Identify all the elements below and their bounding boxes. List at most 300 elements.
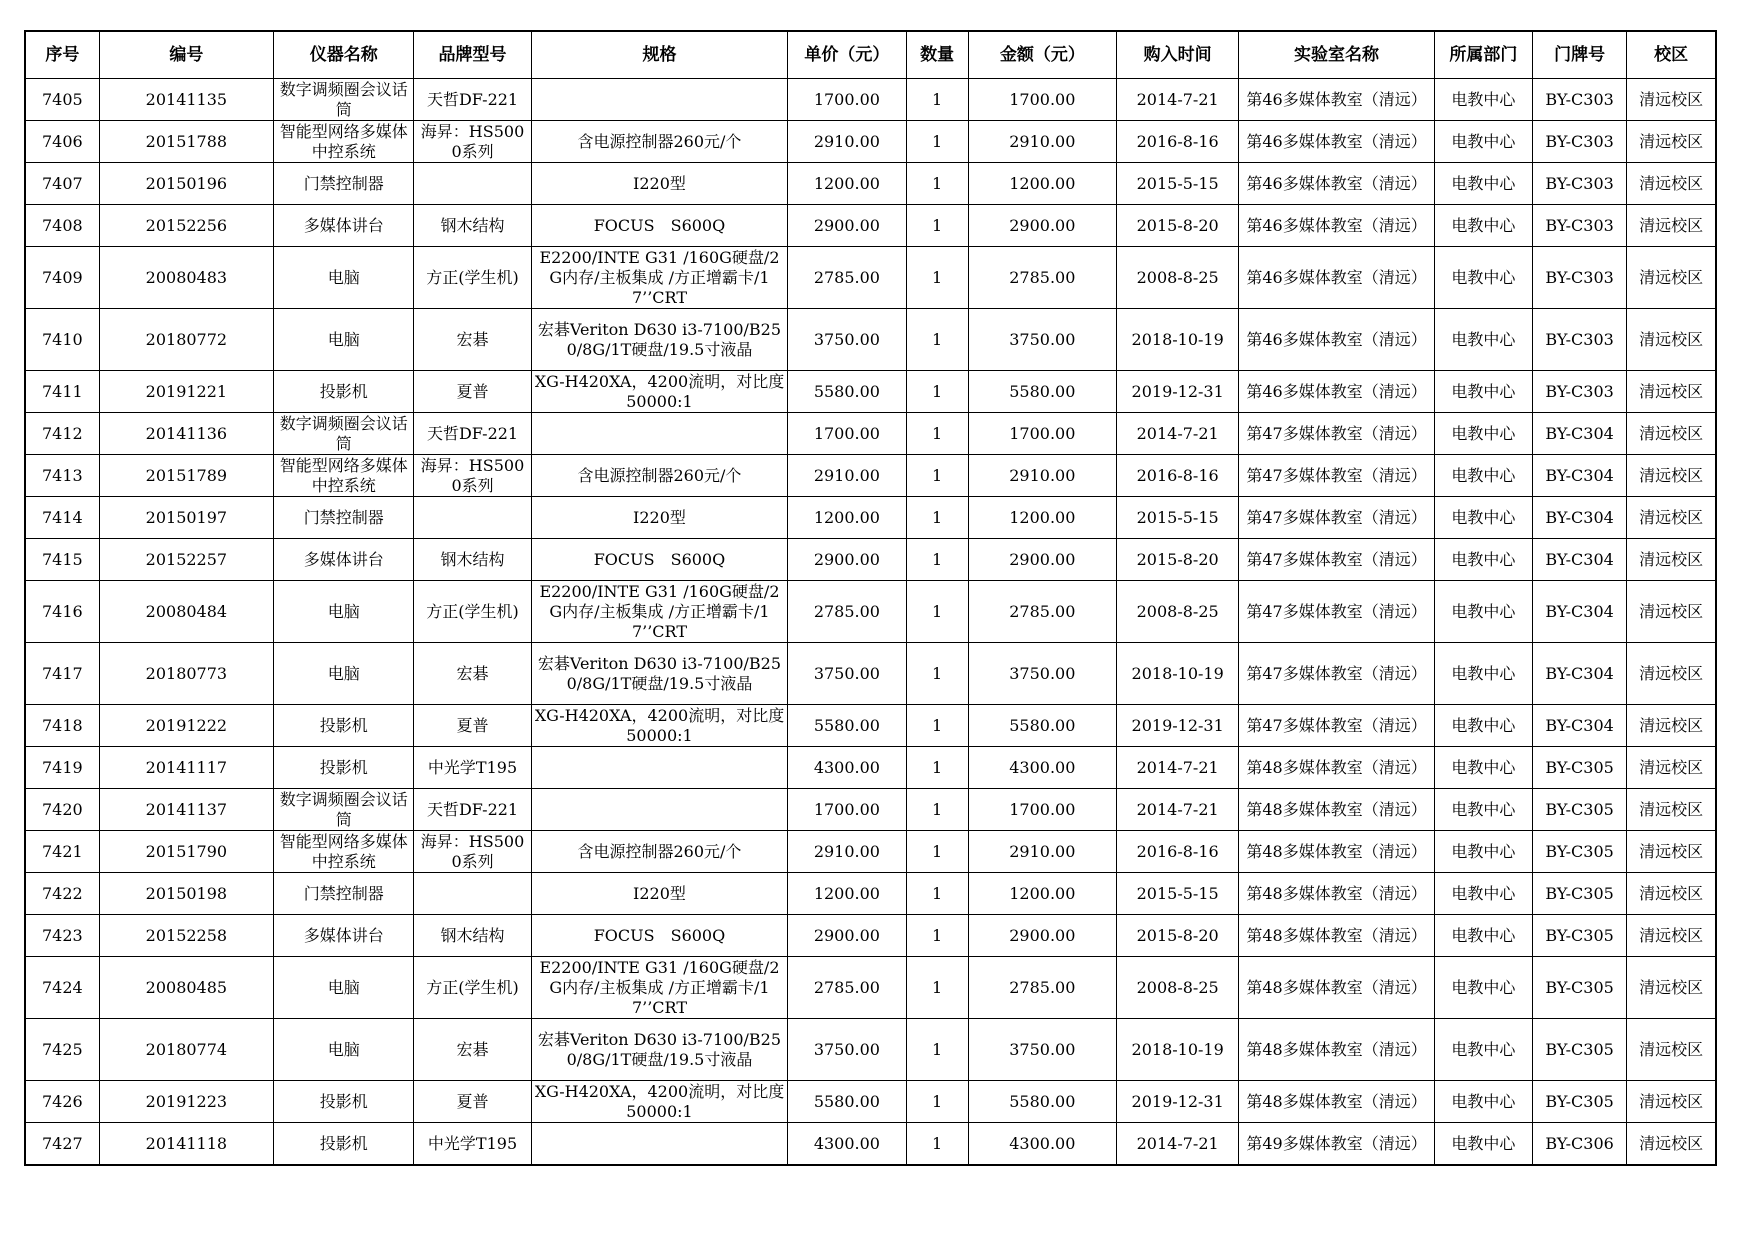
cell-amount xyxy=(968,957,1116,1019)
seq-text: 7425 xyxy=(41,1039,83,1059)
cell-instrument xyxy=(274,747,414,789)
table-row xyxy=(25,163,1716,205)
lab-text: 第47多媒体教室（清远） xyxy=(1246,549,1427,569)
cell-purchase-date xyxy=(1117,957,1239,1019)
room-text: BY-C303 xyxy=(1545,381,1614,401)
table-row xyxy=(25,957,1716,1019)
table-row xyxy=(25,205,1716,247)
cell-seq xyxy=(25,831,99,873)
brand-text: 钢木结构 xyxy=(440,549,505,569)
instrument-text: 投影机 xyxy=(319,757,368,777)
room-text: BY-C304 xyxy=(1545,507,1614,527)
cell-unit-price xyxy=(788,163,906,205)
brand-text: 方正(学生机) xyxy=(426,267,519,287)
cell-campus xyxy=(1627,831,1716,873)
spec-text: FOCUS S600Q xyxy=(593,215,726,235)
quantity-text: 1 xyxy=(932,507,943,527)
unit-price-text: 2910.00 xyxy=(813,465,880,485)
cell-lab xyxy=(1239,205,1434,247)
cell-purchase-date xyxy=(1117,1123,1239,1166)
cell-seq xyxy=(25,1123,99,1166)
brand-text: 宏碁 xyxy=(456,1039,489,1059)
col-header-quantity: 数量 xyxy=(906,31,968,79)
purchase-date-text: 2014-7-21 xyxy=(1136,1133,1219,1153)
unit-price-text: 1200.00 xyxy=(813,507,880,527)
campus-text: 清远校区 xyxy=(1639,131,1704,151)
cell-code xyxy=(99,915,273,957)
table-row xyxy=(25,705,1716,747)
cell-amount xyxy=(968,873,1116,915)
cell-brand xyxy=(414,1019,531,1081)
cell-quantity xyxy=(906,957,968,1019)
instrument-text: 数字调频圈会议话筒 xyxy=(279,789,408,829)
cell-unit-price xyxy=(788,455,906,497)
purchase-date-text: 2014-7-21 xyxy=(1136,757,1219,777)
quantity-text: 1 xyxy=(932,465,943,485)
table-row xyxy=(25,455,1716,497)
amount-text: 5580.00 xyxy=(1009,1091,1076,1111)
cell-code xyxy=(99,247,273,309)
seq-text: 7411 xyxy=(41,381,83,401)
quantity-text: 1 xyxy=(932,131,943,151)
cell-spec xyxy=(531,79,788,121)
department-text: 电教中心 xyxy=(1451,799,1516,819)
instrument-text: 电脑 xyxy=(327,663,360,683)
brand-text: 方正(学生机) xyxy=(426,977,519,997)
amount-text: 2785.00 xyxy=(1009,601,1076,621)
cell-amount xyxy=(968,831,1116,873)
table-row xyxy=(25,121,1716,163)
cell-code xyxy=(99,1123,273,1166)
cell-room xyxy=(1532,705,1626,747)
spec-text: 宏碁Veriton D630 i3-7100/B250/8G/1T硬盘/19.5寸液晶 xyxy=(537,319,782,359)
cell-quantity xyxy=(906,915,968,957)
table-row xyxy=(25,309,1716,371)
seq-text: 7421 xyxy=(41,841,83,861)
instrument-text: 投影机 xyxy=(319,381,368,401)
cell-department xyxy=(1434,79,1532,121)
cell-unit-price xyxy=(788,205,906,247)
instrument-text: 智能型网络多媒体中控系统 xyxy=(279,455,408,495)
cell-code xyxy=(99,413,273,455)
purchase-date-text: 2018-10-19 xyxy=(1131,663,1224,683)
code-text: 20150196 xyxy=(145,173,228,193)
seq-text: 7419 xyxy=(41,757,83,777)
campus-text: 清远校区 xyxy=(1639,215,1704,235)
code-text: 20191222 xyxy=(145,715,228,735)
brand-text: 海昇：HS5000系列 xyxy=(420,831,525,871)
cell-brand xyxy=(414,643,531,705)
cell-code xyxy=(99,705,273,747)
code-text: 20180773 xyxy=(145,663,228,683)
department-text: 电教中心 xyxy=(1451,465,1516,485)
cell-spec xyxy=(531,705,788,747)
seq-text: 7416 xyxy=(41,601,83,621)
purchase-date-text: 2014-7-21 xyxy=(1136,89,1219,109)
room-text: BY-C305 xyxy=(1545,757,1614,777)
amount-text: 2900.00 xyxy=(1009,925,1076,945)
brand-text: 夏普 xyxy=(456,715,489,735)
cell-lab xyxy=(1239,163,1434,205)
cell-brand xyxy=(414,205,531,247)
room-text: BY-C304 xyxy=(1545,715,1614,735)
cell-seq xyxy=(25,205,99,247)
department-text: 电教中心 xyxy=(1451,329,1516,349)
amount-text: 1700.00 xyxy=(1009,423,1076,443)
cell-room xyxy=(1532,1019,1626,1081)
brand-text: 钢木结构 xyxy=(440,215,505,235)
campus-text: 清远校区 xyxy=(1639,715,1704,735)
brand-text: 海昇：HS5000系列 xyxy=(420,121,525,161)
lab-text: 第49多媒体教室（清远） xyxy=(1246,1133,1427,1153)
instrument-text: 门禁控制器 xyxy=(303,173,384,193)
room-text: BY-C303 xyxy=(1545,267,1614,287)
unit-price-text: 2900.00 xyxy=(813,549,880,569)
cell-room xyxy=(1532,539,1626,581)
cell-seq xyxy=(25,371,99,413)
campus-text: 清远校区 xyxy=(1639,757,1704,777)
cell-department xyxy=(1434,455,1532,497)
cell-seq xyxy=(25,643,99,705)
cell-quantity xyxy=(906,643,968,705)
col-header-amount: 金额（元） xyxy=(968,31,1116,79)
unit-price-text: 1700.00 xyxy=(813,423,880,443)
department-text: 电教中心 xyxy=(1451,601,1516,621)
cell-instrument xyxy=(274,79,414,121)
cell-room xyxy=(1532,205,1626,247)
cell-department xyxy=(1434,789,1532,831)
seq-text: 7414 xyxy=(41,507,83,527)
cell-room xyxy=(1532,497,1626,539)
table-row xyxy=(25,873,1716,915)
code-text: 20152258 xyxy=(145,925,228,945)
cell-seq xyxy=(25,497,99,539)
cell-department xyxy=(1434,247,1532,309)
lab-text: 第48多媒体教室（清远） xyxy=(1246,883,1427,903)
brand-text: 天哲DF-221 xyxy=(426,423,519,443)
cell-code xyxy=(99,581,273,643)
cell-brand xyxy=(414,413,531,455)
instrument-text: 电脑 xyxy=(327,267,360,287)
instrument-text: 数字调频圈会议话筒 xyxy=(279,79,408,119)
header-row xyxy=(25,31,1716,79)
amount-text: 4300.00 xyxy=(1009,757,1076,777)
cell-brand xyxy=(414,1123,531,1166)
cell-quantity xyxy=(906,497,968,539)
cell-purchase-date xyxy=(1117,539,1239,581)
spec-text: I220型 xyxy=(633,173,686,193)
cell-unit-price xyxy=(788,789,906,831)
cell-lab xyxy=(1239,957,1434,1019)
cell-quantity xyxy=(906,1081,968,1123)
cell-purchase-date xyxy=(1117,705,1239,747)
cell-seq xyxy=(25,413,99,455)
lab-text: 第46多媒体教室（清远） xyxy=(1246,381,1427,401)
cell-instrument xyxy=(274,789,414,831)
quantity-text: 1 xyxy=(932,1133,943,1153)
cell-amount xyxy=(968,371,1116,413)
campus-text: 清远校区 xyxy=(1639,423,1704,443)
instrument-text: 投影机 xyxy=(319,1091,368,1111)
cell-seq xyxy=(25,539,99,581)
cell-campus xyxy=(1627,413,1716,455)
cell-unit-price xyxy=(788,581,906,643)
purchase-date-text: 2008-8-25 xyxy=(1136,267,1219,287)
quantity-text: 1 xyxy=(932,841,943,861)
cell-lab xyxy=(1239,309,1434,371)
quantity-text: 1 xyxy=(932,601,943,621)
cell-lab xyxy=(1239,643,1434,705)
cell-lab xyxy=(1239,1081,1434,1123)
quantity-text: 1 xyxy=(932,715,943,735)
table-row xyxy=(25,747,1716,789)
cell-brand xyxy=(414,705,531,747)
department-text: 电教中心 xyxy=(1451,757,1516,777)
brand-text: 夏普 xyxy=(456,1091,489,1111)
room-text: BY-C303 xyxy=(1545,173,1614,193)
col-header-campus: 校区 xyxy=(1627,31,1716,79)
cell-department xyxy=(1434,121,1532,163)
cell-purchase-date xyxy=(1117,205,1239,247)
cell-campus xyxy=(1627,455,1716,497)
cell-purchase-date xyxy=(1117,247,1239,309)
cell-instrument xyxy=(274,247,414,309)
cell-brand xyxy=(414,1081,531,1123)
cell-spec xyxy=(531,643,788,705)
instrument-text: 智能型网络多媒体中控系统 xyxy=(279,831,408,871)
cell-lab xyxy=(1239,371,1434,413)
cell-brand xyxy=(414,789,531,831)
cell-brand xyxy=(414,309,531,371)
amount-text: 5580.00 xyxy=(1009,715,1076,735)
seq-text: 7409 xyxy=(41,267,83,287)
seq-text: 7405 xyxy=(41,89,83,109)
seq-text: 7406 xyxy=(41,131,83,151)
cell-purchase-date xyxy=(1117,309,1239,371)
cell-quantity xyxy=(906,247,968,309)
cell-brand xyxy=(414,371,531,413)
cell-campus xyxy=(1627,789,1716,831)
seq-text: 7423 xyxy=(41,925,83,945)
table-row xyxy=(25,581,1716,643)
campus-text: 清远校区 xyxy=(1639,1133,1704,1153)
col-header-code: 编号 xyxy=(99,31,273,79)
cell-unit-price xyxy=(788,1081,906,1123)
cell-department xyxy=(1434,643,1532,705)
cell-brand xyxy=(414,915,531,957)
table-row xyxy=(25,413,1716,455)
code-text: 20080485 xyxy=(145,977,228,997)
seq-text: 7417 xyxy=(41,663,83,683)
lab-text: 第48多媒体教室（清远） xyxy=(1246,977,1427,997)
unit-price-text: 1700.00 xyxy=(813,89,880,109)
cell-department xyxy=(1434,915,1532,957)
amount-text: 3750.00 xyxy=(1009,663,1076,683)
department-text: 电教中心 xyxy=(1451,215,1516,235)
purchase-date-text: 2015-5-15 xyxy=(1136,173,1219,193)
amount-text: 1700.00 xyxy=(1009,89,1076,109)
campus-text: 清远校区 xyxy=(1639,1091,1704,1111)
unit-price-text: 5580.00 xyxy=(813,715,880,735)
lab-text: 第47多媒体教室（清远） xyxy=(1246,507,1427,527)
unit-price-text: 2900.00 xyxy=(813,215,880,235)
code-text: 20141117 xyxy=(145,757,228,777)
cell-spec xyxy=(531,789,788,831)
cell-code xyxy=(99,1081,273,1123)
purchase-date-text: 2018-10-19 xyxy=(1131,1039,1224,1059)
cell-spec xyxy=(531,309,788,371)
spec-text: E2200/INTE G31 /160G硬盘/2G内存/主板集成 /方正增霸卡/17’’CRT xyxy=(539,247,780,307)
cell-brand xyxy=(414,79,531,121)
lab-text: 第47多媒体教室（清远） xyxy=(1246,663,1427,683)
campus-text: 清远校区 xyxy=(1639,507,1704,527)
cell-unit-price xyxy=(788,915,906,957)
cell-purchase-date xyxy=(1117,371,1239,413)
cell-unit-price xyxy=(788,309,906,371)
equipment-table xyxy=(24,30,1717,1166)
cell-purchase-date xyxy=(1117,455,1239,497)
purchase-date-text: 2014-7-21 xyxy=(1136,423,1219,443)
amount-text: 3750.00 xyxy=(1009,1039,1076,1059)
cell-seq xyxy=(25,455,99,497)
spec-text: E2200/INTE G31 /160G硬盘/2G内存/主板集成 /方正增霸卡/17’’CRT xyxy=(539,957,780,1017)
lab-text: 第48多媒体教室（清远） xyxy=(1246,799,1427,819)
cell-campus xyxy=(1627,163,1716,205)
purchase-date-text: 2015-5-15 xyxy=(1136,507,1219,527)
cell-purchase-date xyxy=(1117,413,1239,455)
quantity-text: 1 xyxy=(932,381,943,401)
cell-brand xyxy=(414,957,531,1019)
cell-instrument xyxy=(274,1019,414,1081)
cell-department xyxy=(1434,539,1532,581)
table-row xyxy=(25,1123,1716,1166)
quantity-text: 1 xyxy=(932,757,943,777)
code-text: 20141136 xyxy=(145,423,228,443)
cell-unit-price xyxy=(788,747,906,789)
cell-code xyxy=(99,497,273,539)
seq-text: 7412 xyxy=(41,423,83,443)
room-text: BY-C305 xyxy=(1545,1039,1614,1059)
cell-seq xyxy=(25,247,99,309)
instrument-text: 电脑 xyxy=(327,601,360,621)
code-text: 20150197 xyxy=(145,507,228,527)
campus-text: 清远校区 xyxy=(1639,1039,1704,1059)
purchase-date-text: 2008-8-25 xyxy=(1136,601,1219,621)
campus-text: 清远校区 xyxy=(1639,799,1704,819)
cell-amount xyxy=(968,247,1116,309)
cell-code xyxy=(99,121,273,163)
campus-text: 清远校区 xyxy=(1639,925,1704,945)
unit-price-text: 3750.00 xyxy=(813,663,880,683)
department-text: 电教中心 xyxy=(1451,267,1516,287)
col-header-room: 门牌号 xyxy=(1532,31,1626,79)
cell-lab xyxy=(1239,1019,1434,1081)
cell-campus xyxy=(1627,497,1716,539)
cell-amount xyxy=(968,643,1116,705)
cell-room xyxy=(1532,455,1626,497)
cell-campus xyxy=(1627,873,1716,915)
cell-instrument xyxy=(274,539,414,581)
cell-lab xyxy=(1239,121,1434,163)
amount-text: 1200.00 xyxy=(1009,173,1076,193)
seq-text: 7415 xyxy=(41,549,83,569)
cell-campus xyxy=(1627,309,1716,371)
col-header-purchase-date: 购入时间 xyxy=(1117,31,1239,79)
brand-text: 天哲DF-221 xyxy=(426,799,519,819)
cell-instrument xyxy=(274,957,414,1019)
cell-purchase-date xyxy=(1117,497,1239,539)
room-text: BY-C304 xyxy=(1545,663,1614,683)
department-text: 电教中心 xyxy=(1451,925,1516,945)
unit-price-text: 5580.00 xyxy=(813,1091,880,1111)
table-row xyxy=(25,643,1716,705)
cell-department xyxy=(1434,497,1532,539)
cell-room xyxy=(1532,163,1626,205)
cell-room xyxy=(1532,121,1626,163)
quantity-text: 1 xyxy=(932,89,943,109)
purchase-date-text: 2016-8-16 xyxy=(1136,465,1219,485)
department-text: 电教中心 xyxy=(1451,883,1516,903)
department-text: 电教中心 xyxy=(1451,1133,1516,1153)
cell-department xyxy=(1434,1081,1532,1123)
col-header-instrument: 仪器名称 xyxy=(274,31,414,79)
spec-text: 含电源控制器260元/个 xyxy=(577,841,742,861)
cell-quantity xyxy=(906,539,968,581)
cell-seq xyxy=(25,121,99,163)
brand-text: 方正(学生机) xyxy=(426,601,519,621)
room-text: BY-C305 xyxy=(1545,841,1614,861)
cell-code xyxy=(99,371,273,413)
cell-code xyxy=(99,643,273,705)
lab-text: 第46多媒体教室（清远） xyxy=(1246,131,1427,151)
cell-spec xyxy=(531,1019,788,1081)
cell-spec xyxy=(531,205,788,247)
room-text: BY-C305 xyxy=(1545,977,1614,997)
brand-text: 钢木结构 xyxy=(440,925,505,945)
unit-price-text: 4300.00 xyxy=(813,757,880,777)
cell-quantity xyxy=(906,789,968,831)
cell-campus xyxy=(1627,1081,1716,1123)
campus-text: 清远校区 xyxy=(1639,883,1704,903)
amount-text: 2910.00 xyxy=(1009,841,1076,861)
cell-instrument xyxy=(274,643,414,705)
room-text: BY-C303 xyxy=(1545,215,1614,235)
seq-text: 7418 xyxy=(41,715,83,735)
cell-seq xyxy=(25,789,99,831)
lab-text: 第46多媒体教室（清远） xyxy=(1246,215,1427,235)
cell-amount xyxy=(968,705,1116,747)
cell-campus xyxy=(1627,581,1716,643)
cell-instrument xyxy=(274,705,414,747)
code-text: 20141118 xyxy=(145,1133,228,1153)
cell-campus xyxy=(1627,247,1716,309)
quantity-text: 1 xyxy=(932,173,943,193)
cell-seq xyxy=(25,873,99,915)
cell-amount xyxy=(968,205,1116,247)
quantity-text: 1 xyxy=(932,549,943,569)
amount-text: 1200.00 xyxy=(1009,883,1076,903)
cell-amount xyxy=(968,79,1116,121)
cell-department xyxy=(1434,581,1532,643)
cell-unit-price xyxy=(788,539,906,581)
department-text: 电教中心 xyxy=(1451,173,1516,193)
amount-text: 4300.00 xyxy=(1009,1133,1076,1153)
cell-quantity xyxy=(906,121,968,163)
cell-instrument xyxy=(274,413,414,455)
cell-amount xyxy=(968,747,1116,789)
table-row xyxy=(25,497,1716,539)
campus-text: 清远校区 xyxy=(1639,173,1704,193)
